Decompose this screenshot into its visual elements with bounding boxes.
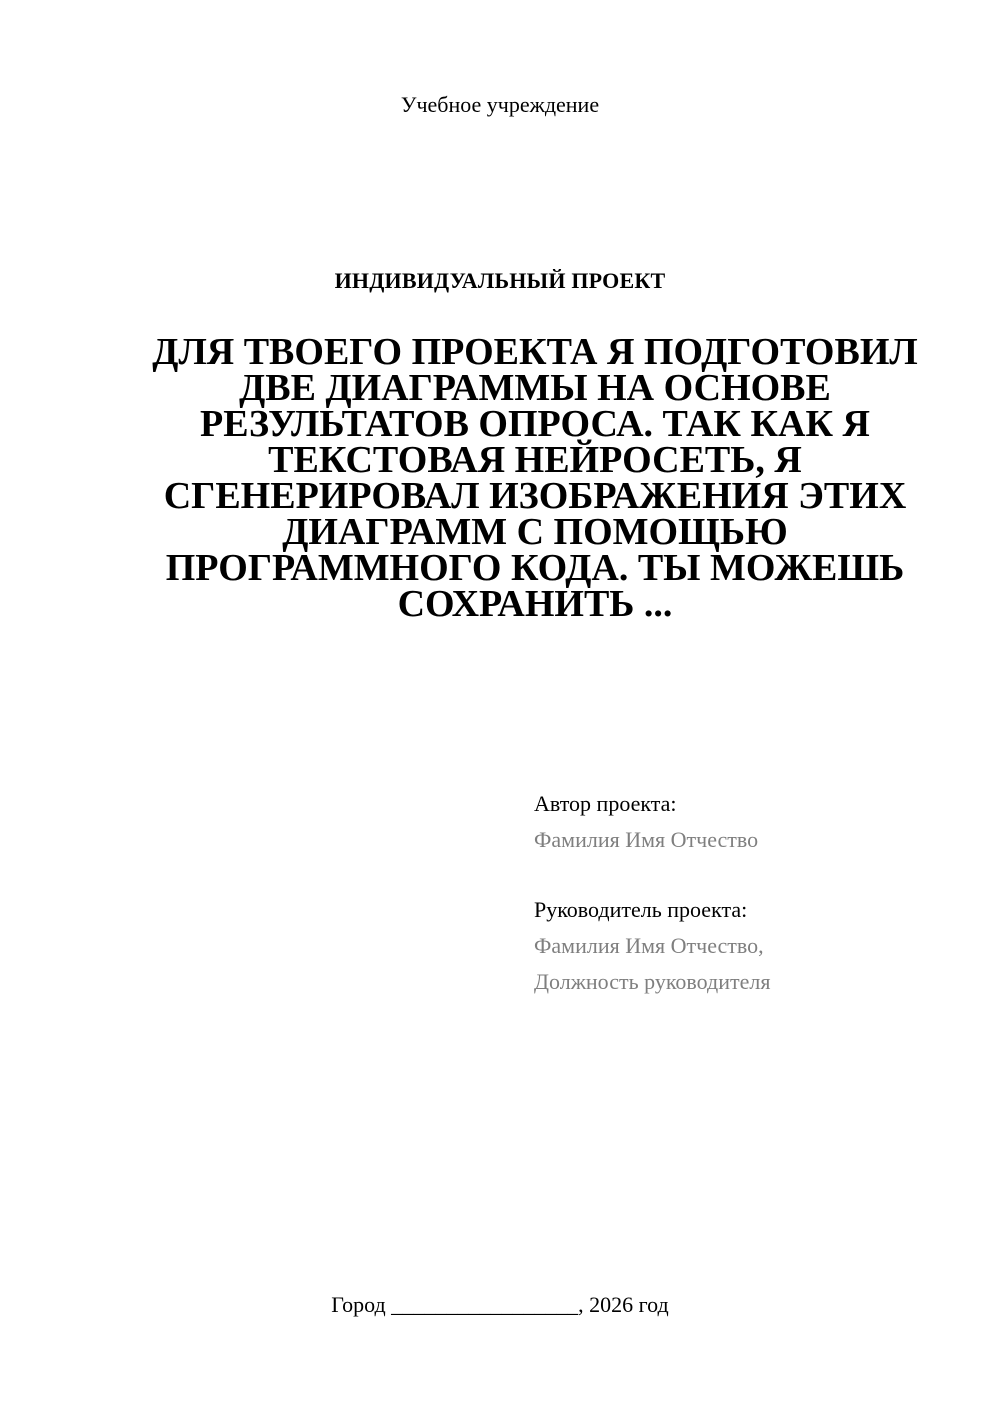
supervisor-block <box>534 892 964 1000</box>
project-title: ДЛЯ ТВОЕГО ПРОЕКТА Я ПОДГОТОВИЛ ДВЕ ДИАГРАММЫ НА ОСНОВЕ РЕЗУЛЬТАТОВ ОПРОСА. ТАК КАК Я ТЕКСТОВАЯ НЕЙРОСЕТЬ, Я СГЕНЕРИРОВАЛ ИЗОБРАЖЕНИЯ ЭТИХ ДИАГРАММ С ПОМОЩЬЮ ПРОГРАММНОГО КОДА. ТЫ МОЖЕШЬ СОХРАНИТЬ ... <box>152 331 918 625</box>
supervisor-label: Руководитель проекта: <box>534 897 748 922</box>
author-label: Автор проекта: <box>534 791 677 816</box>
document-type: ИНДИВИДУАЛЬНЫЙ ПРОЕКТ <box>334 268 666 293</box>
author-block <box>534 786 964 858</box>
institution-name: Учебное учреждение <box>400 92 600 117</box>
supervisor-position: Должность руководителя <box>534 969 771 994</box>
author-name: Фамилия Имя Отчество <box>534 827 759 852</box>
city-year-line: Город _________________, 2026 год <box>331 1292 669 1317</box>
supervisor-name: Фамилия Имя Отчество, <box>534 933 764 958</box>
